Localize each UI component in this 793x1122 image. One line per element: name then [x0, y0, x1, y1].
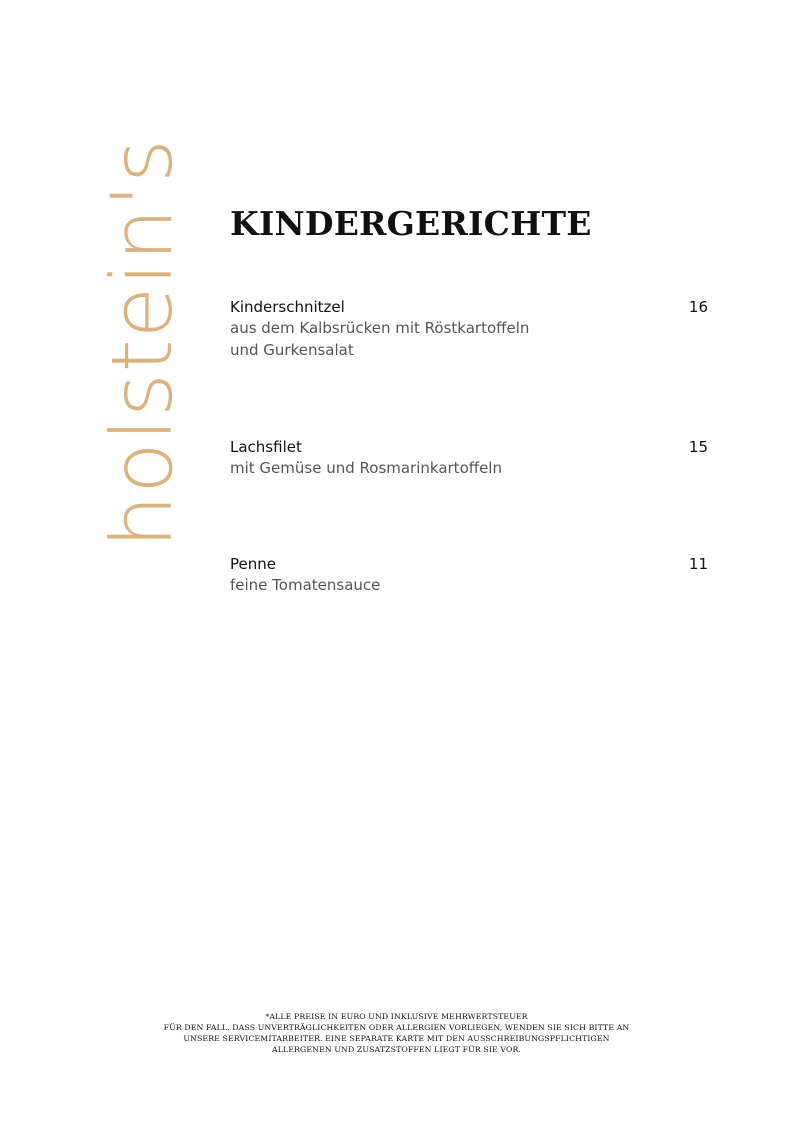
- menu-item-name: Kinderschnitzel: [230, 298, 345, 316]
- menu-item-description: feine Tomatensauce: [230, 576, 381, 594]
- menu-item-price: 16: [688, 298, 708, 316]
- menu-item-name: Lachsfilet: [230, 438, 302, 456]
- menu-item-price: 15: [688, 438, 708, 456]
- footer-line: ALLERGENEN UND ZUSATZSTOFFEN LIEGT FÜR SIE VOR.: [271, 1045, 521, 1054]
- brand-logo: holstein's: [93, 138, 191, 548]
- menu-item-description: und Gurkensalat: [230, 341, 354, 359]
- page-title: KINDERGERICHTE: [230, 204, 592, 243]
- menu-item-price: 11: [688, 555, 708, 573]
- footer-line: FÜR DEN FALL, DASS UNVERTRÄGLICHKEITEN ODER ALLERGIEN VORLIEGEN, WENDEN SIE SICH BITTE AN: [163, 1023, 630, 1032]
- footer-line: *ALLE PREISE IN EURO UND INKLUSIVE MEHRWERTSTEUER: [265, 1012, 528, 1021]
- menu-item-name: Penne: [230, 555, 276, 573]
- menu-item: [230, 437, 708, 479]
- menu-item-description: mit Gemüse und Rosmarinkartoffeln: [230, 459, 502, 477]
- menu-item: [230, 554, 708, 596]
- menu-item: [230, 297, 708, 361]
- menu-item-description: aus dem Kalbsrücken mit Röstkartoffeln: [230, 319, 530, 337]
- footer-notice: [0, 1011, 793, 1055]
- footer-line: UNSERE SERVICEMITARBEITER. EINE SEPARATE KARTE MIT DEN AUSSCHREIBUNGSPFLICHTIGEN: [183, 1034, 610, 1043]
